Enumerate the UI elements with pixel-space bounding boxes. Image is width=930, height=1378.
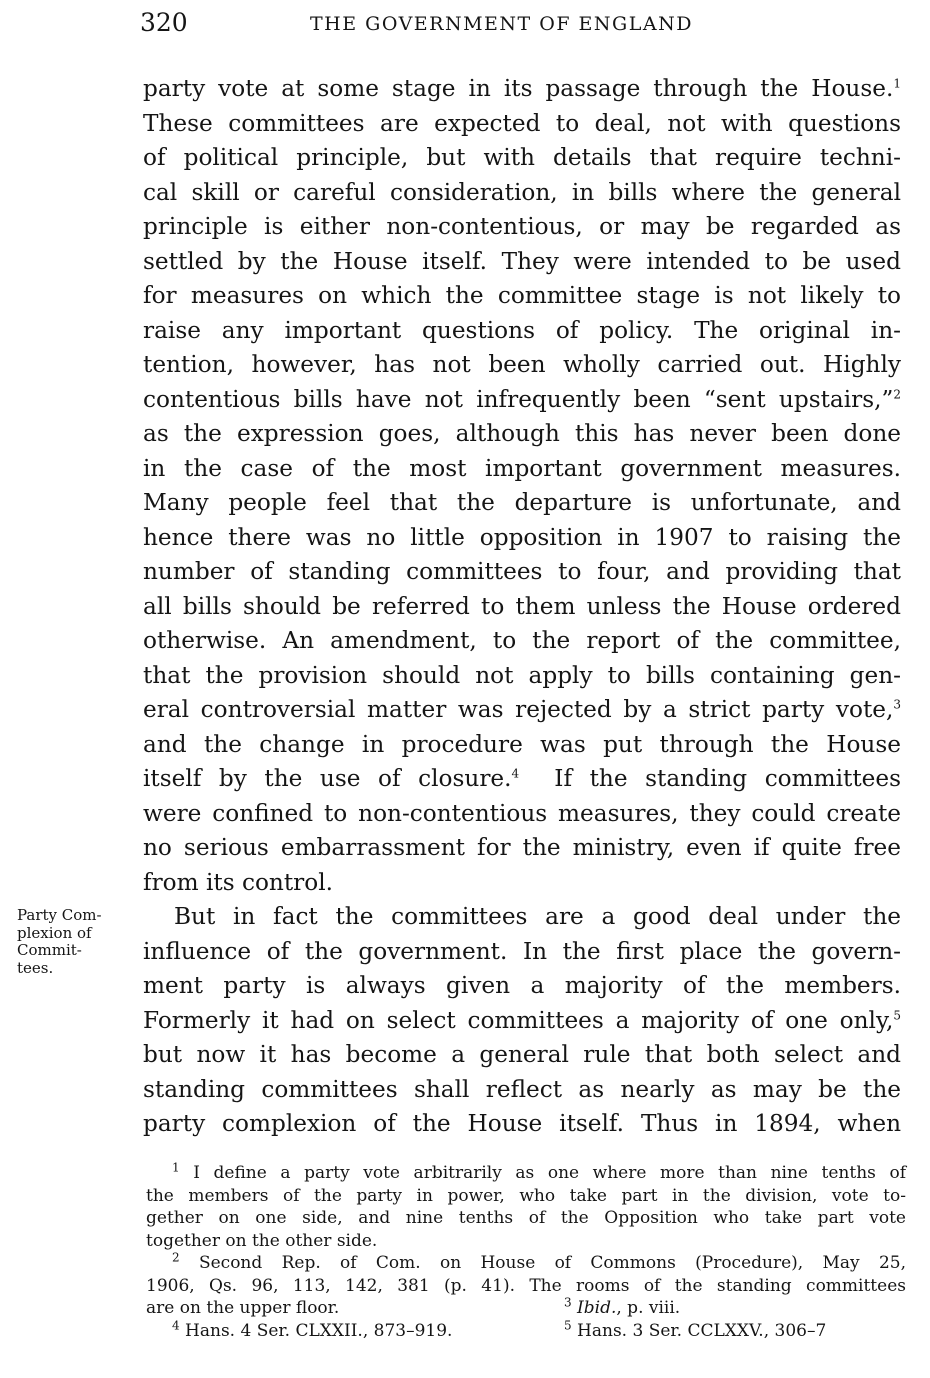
body-line: but now it has become a general rule that both select and [143, 1041, 901, 1068]
footnote-ref: 2 [893, 386, 901, 401]
body-line: ment party is always given a majority of the members. [143, 972, 901, 999]
body-line: settled by the House itself. They were intended to be used [143, 247, 901, 275]
page-header [140, 8, 900, 44]
body-line: party complexion of the House itself. Thus in 1894, when [143, 1110, 901, 1137]
footnote-line: the members of the party in power, who take part in the division, vote to- [146, 1185, 906, 1206]
body-line: raise any important questions of policy. The original in- [143, 316, 901, 344]
footnote-1: $^1$ I define a party vote arbitrarily as one where more than nine tenths of [172, 1160, 906, 1183]
footnote-2: $^2$ Second Rep. of Com. on House of Commons (Procedure), May 25, [172, 1250, 907, 1273]
sidenote-line: Party Com- [17, 906, 102, 924]
body-line: contentious bills have not infrequently been “sent upstairs,”$^2$ [143, 385, 901, 413]
footnote-line: 1906, Qs. 96, 113, 142, 381 (p. 41). The rooms of the standing committees [146, 1275, 906, 1296]
body-line: number of standing committees to four, and providing that [143, 558, 901, 585]
page-number: 320 [140, 8, 188, 37]
footnote-split-line: are on the upper floor. $^3$ Ibid., p. viii. [146, 1297, 906, 1320]
body-line: principle is either non-contentious, or may be regarded as [143, 213, 901, 240]
body-line: were confined to non-contentious measures, they could create [143, 799, 901, 827]
sidenote-line: tees. [17, 958, 54, 977]
body-line: itself by the use of closure.$^4$ If the standing committees [143, 765, 902, 792]
body-line: otherwise. An amendment, to the report of the committee, [143, 627, 901, 654]
margin-sidenote [17, 907, 132, 977]
body-line: cal skill or careful consideration, in bills where the general [143, 178, 901, 206]
body-line: and the change in procedure was put through the House [143, 730, 901, 758]
footnote-ref: 3 [893, 697, 901, 712]
body-line: party vote at some stage in its passage through the House.$^1$ [143, 75, 901, 102]
body-line: standing committees shall reflect as nearly as may be the [143, 1075, 901, 1103]
body-line: Many people feel that the departure is unfortunate, and [143, 489, 901, 516]
body-line: But in fact the committees are a good deal under the [174, 903, 901, 930]
footnotes [146, 1162, 906, 1342]
body-line: as the expression goes, although this has never been done [143, 420, 901, 447]
sidenote-line: Commit- [17, 941, 82, 959]
body-line: hence there was no little opposition in 1907 to raising the [143, 523, 901, 551]
footnote-split-line [146, 1317, 906, 1343]
footnote-5: $^5$ Hans. 3 Ser. CCLXXV., 306–7 [564, 1317, 827, 1341]
running-head: THE GOVERNMENT OF ENGLAND [310, 13, 693, 35]
footnote-ref: 5 [893, 1007, 901, 1022]
footnote-line: gether on one side, and nine tenths of the Opposition who take part vote [146, 1208, 906, 1228]
body-line: of political principle, but with details that require techni- [143, 144, 901, 171]
sidenote-line: plexion of [17, 923, 92, 942]
body-line: that the provision should not apply to bills containing gen- [143, 661, 901, 689]
body-line: influence of the government. In the first place the govern- [143, 937, 901, 965]
body-line: These committees are expected to deal, not with questions [143, 109, 901, 137]
body-text [143, 72, 901, 1142]
body-line: in the case of the most important government measures. [143, 454, 901, 482]
body-line: from its control. [143, 868, 334, 896]
footnote-ref: 1 [893, 76, 901, 91]
footnote-4: $^4$ Hans. 4 Ser. CLXXII., 873–919. [172, 1317, 453, 1341]
footnote-ref: 4 [511, 766, 520, 781]
body-line: for measures on which the committee stage is not likely to [143, 282, 901, 309]
body-line: all bills should be referred to them unless the House ordered [143, 592, 901, 620]
footnote-line: together on the other side. [146, 1230, 378, 1251]
body-line: Formerly it had on select committees a majority of one only,$^5$ [143, 1006, 901, 1034]
body-line: no serious embarrassment for the ministry, even if quite free [143, 834, 901, 861]
footnote-3: $^3$ Ibid., p. viii. [564, 1295, 681, 1318]
body-line: eral controversial matter was rejected by a strict party vote,$^3$ [143, 696, 901, 723]
body-line: tention, however, has not been wholly carried out. Highly [143, 351, 901, 378]
